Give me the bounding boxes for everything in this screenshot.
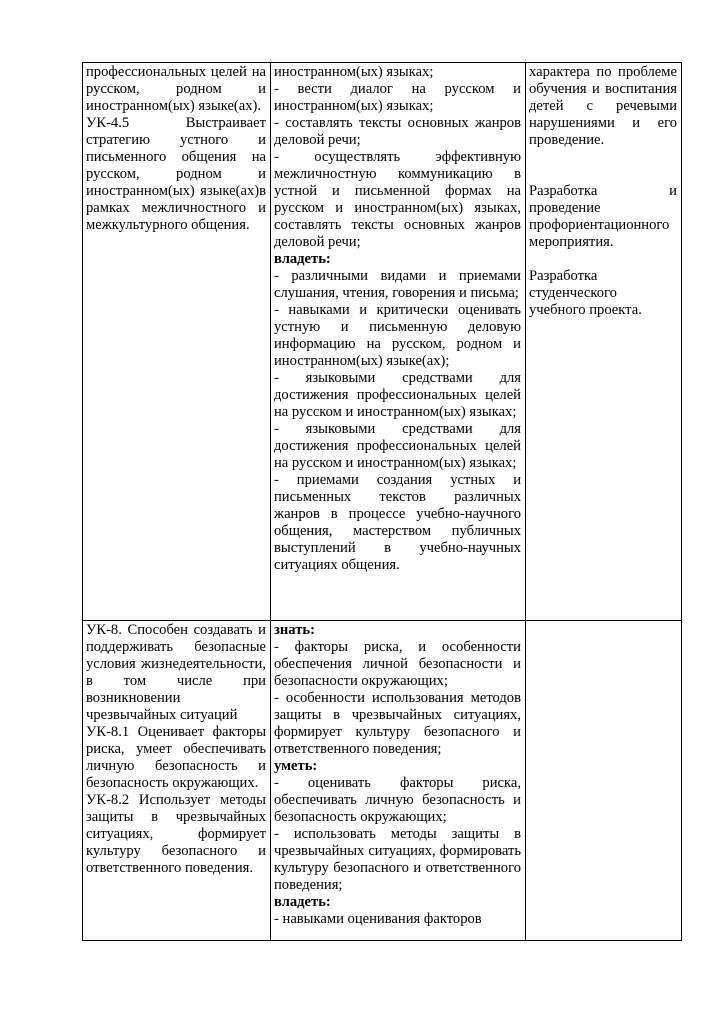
paragraph: Разработка и проведение профориентационного мероприятия. xyxy=(529,183,677,250)
competency-table xyxy=(82,62,682,941)
paragraph: - языковыми средствами для достижения профессиональных целей на русском и иностранном(ых) языках; xyxy=(274,421,521,471)
table-row-1 xyxy=(83,63,682,621)
table-cell-r1c1 xyxy=(83,63,271,621)
paragraph: - вести диалог на русском и иностранном(ых) языках; xyxy=(274,81,521,114)
paragraph: - составлять тексты основных жанров деловой речи; xyxy=(274,115,521,148)
paragraph: Разработка студенческого учебного проекта. xyxy=(529,268,642,318)
paragraph: - факторы риска, и особенности обеспечения личной безопасности и безопасности окружающих; xyxy=(274,639,521,689)
paragraph: - приемами создания устных и письменных текстов различных жанров в процессе учебно-научного общения, мастерством публичных выступлений в учебно-научных ситуациях общения. xyxy=(274,472,521,573)
section-label: владеть: xyxy=(274,894,331,910)
table-row-2 xyxy=(83,621,682,941)
paragraph: характера по проблеме обучения и воспитания детей с речевыми нарушениями и его проведение. xyxy=(529,64,677,148)
paragraph: - особенности использования методов защиты в чрезвычайных ситуациях, формирует культуру безопасного и ответственного поведения; xyxy=(274,690,521,757)
paragraph: профессиональных целей на русском, родном и иностранном(ых) языке(ах). xyxy=(86,64,266,114)
paragraph: УК-4.5 Выстраивает стратегию устного и письменного общения на русском, родном и иностранном(ых) языке(ах)в рамках межличностного и межкультурного общения. xyxy=(86,115,266,233)
paragraph: - языковыми средствами для достижения профессиональных целей на русском и иностранном(ых) языках; xyxy=(274,370,521,420)
table-body xyxy=(83,63,682,941)
table-cell-r2c3 xyxy=(526,621,682,941)
paragraph: - оценивать факторы риска, обеспечивать личную безопасность и безопасность окружающих; xyxy=(274,775,521,825)
paragraph: УК-8.1 Оценивает факторы риска, умеет обеспечивать личную безопасность и безопасность окружающих. xyxy=(86,724,266,791)
paragraph: - навыками и критически оценивать устную и письменную деловую информацию на русском, родном и иностранном(ых) языке(ах); xyxy=(274,302,521,369)
paragraph: УК-8. Способен создавать и поддерживать безопасные условия жизнедеятельности, в том числе при возникновении чрезвычайных ситуаций xyxy=(86,622,266,723)
table-cell-r1c3 xyxy=(526,63,682,621)
section-label: знать: xyxy=(274,622,315,638)
table-cell-r2c1 xyxy=(83,621,271,941)
paragraph: - использовать методы защиты в чрезвычайных ситуациях, формировать культуру безопасного и ответственного поведения; xyxy=(274,826,521,893)
table-cell-r2c2 xyxy=(271,621,526,941)
section-label: владеть: xyxy=(274,251,331,267)
paragraph: - различными видами и приемами слушания, чтения, говорения и письма; xyxy=(274,268,521,301)
paragraph xyxy=(529,251,677,268)
table-cell-r1c2 xyxy=(271,63,526,621)
paragraph: УК-8.2 Использует методы защиты в чрезвычайных ситуациях, формирует культуру безопасного и ответственного поведения. xyxy=(86,792,266,876)
paragraph: - осуществлять эффективную межличностную коммуникацию в устной и письменной формах на русском и иностранном(ых) языках, составлять тексты основных жанров деловой речи; xyxy=(274,149,521,250)
paragraph: - навыками оценивания факторов xyxy=(274,911,482,927)
paragraph: иностранном(ых) языках; xyxy=(274,64,434,80)
section-label: уметь: xyxy=(274,758,318,774)
paragraph xyxy=(529,166,677,183)
paragraph xyxy=(529,149,677,166)
